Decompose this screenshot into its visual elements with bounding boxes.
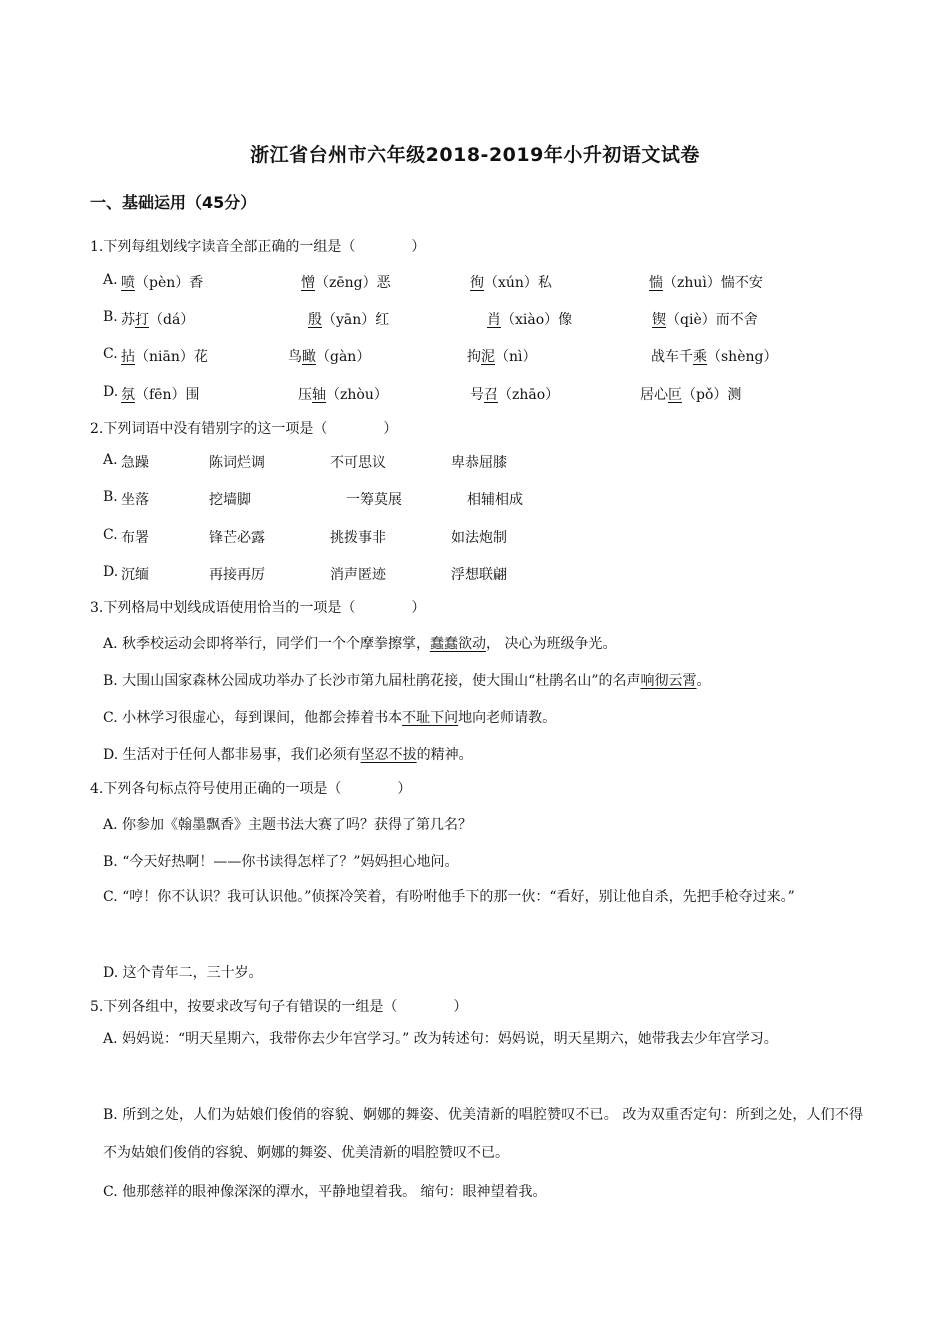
q3-option-b: B. 大围山国家森林公园成功举办了长沙市第九届杜鹃花接，使大围山“杜鹃名山”的名声响彻云霄。 bbox=[103, 673, 711, 689]
question-5-stem: 5.下列各组中，按要求改写句子有错误的一组是（ ） bbox=[90, 999, 468, 1015]
question-2-stem: 2.下列词语中没有错别字的这一项是（ ） bbox=[90, 421, 398, 437]
question-4-stem: 4.下列各句标点符号使用正确的一项是（ ） bbox=[90, 781, 412, 797]
q3-option-c: C. 小林学习很虚心，每到课间，他都会捧着书本不耻下问地向老师请教。 bbox=[103, 710, 557, 726]
q3-option-a: A. 秋季校运动会即将举行，同学们一个个摩拳擦掌，蠢蠢欲动， 决心为班级争光。 bbox=[103, 636, 617, 652]
question-1-stem: 1.下列每组划线字读音全部正确的一组是（ ） bbox=[90, 239, 426, 255]
section-heading: 一、基础运用（45分） bbox=[90, 193, 257, 212]
q4-option-d: D. 这个青年二，三十岁。 bbox=[103, 965, 263, 981]
q5-option-c: C. 他那慈祥的眼神像深深的潭水，平静地望着我。 缩句：眼神望着我。 bbox=[103, 1184, 547, 1200]
q4-option-a: A. 你参加《翰墨飘香》主题书法大赛了吗？获得了第几名？ bbox=[103, 817, 473, 833]
q5-option-b: B. 所到之处，人们为姑娘们俊俏的容貌、婀娜的舞姿、优美清新的唱腔赞叹不已。 改为双重否定句：所到之处，人们不得不为姑娘们俊俏的容貌、婀娜的舞姿、优美清新的唱腔赞叹不已。 bbox=[103, 1107, 863, 1161]
exam-page: 浙江省台州市六年级2018-2019年小升初语文试卷 一、基础运用（45分） 1.下列每组划线字读音全部正确的一组是（ ） A. 喷（pèn）香 憎（zēng）恶 徇（xún）私 惴（zhuì）惴不安 B. 苏打（dá） 殷（yān）红 肖（xiào）像 锲（qiè）而不舍 C. 拈（niān）花 鸟瞰（gàn） 拘泥（nì） 战车千乘（shèng） D. 氛（fēn）围 压轴（zhòu） 号召（zhāo） 居心叵（pǒ）测 2.下列词语中没有错别字的这一项是（ ） A. 急躁 陈词烂调 不可思议 卑恭屈膝 B. 坐落 挖墙脚 一筹莫展 相辅相成 C. 布署 锋芒必露 挑拨事非 如法炮制 D. 沉缅 再接再厉 消声匿迹 浮想联翩 3.下列格局中划线成语使用恰当的一项是（ ） A. 秋季校运动会即将举行，同学们一个个摩拳擦掌，蠢蠢欲动， 决心为班级争光。 B. 大围山国家森林公园成功举办了长沙市第九届杜鹃花接，使大围山“杜鹃名山”的名声响彻云霄。 C. 小林学习很虚心，每到课间，他都会捧着书本不耻下问地向老师请教。 D. 生活对于任何人都非易事，我们必须有坚忍不拔的精神。 4.下列各句标点符号使用正确的一项是（ ） A. 你参加《翰墨飘香》主题书法大赛了吗？获得了第几名？ B. “今天好热啊！——你书读得怎样了？”妈妈担心地问。 C. “哼！你不认识？我可认识他。”侦探冷笑着，有吩咐他手下的那一伙：“看好，别让他自杀，先把手枪夺过来。” D. 这个青年二，三十岁。 5.下列各组中，按要求改写句子有错误的一组是（ ） A. 妈妈说：“明天星期六，我带你去少年宫学习。” 改为转述句：妈妈说，明天星期六，她带我去少年宫学习。 B. 所到之处，人们为姑娘们俊俏的容貌、婀娜的舞姿、优美清新的唱腔赞叹不已。 改为双重否定句：所到之处，人们不得不为姑娘们俊俏的容貌、婀娜的舞姿、优美清新的唱腔赞叹不已。 C. 他那慈祥的眼神像深深的潭水，平静地望着我。 缩句：眼神望着我。 bbox=[0, 0, 950, 1344]
question-3-stem: 3.下列格局中划线成语使用恰当的一项是（ ） bbox=[90, 600, 426, 616]
q4-option-c: C. “哼！你不认识？我可认识他。”侦探冷笑着，有吩咐他手下的那一伙：“看好，别让他自杀，先把手枪夺过来。” bbox=[103, 889, 795, 905]
q3-option-d: D. 生活对于任何人都非易事，我们必须有坚忍不拔的精神。 bbox=[103, 747, 473, 763]
q4-option-b: B. “今天好热啊！——你书读得怎样了？”妈妈担心地问。 bbox=[103, 854, 459, 870]
page-title: 浙江省台州市六年级2018-2019年小升初语文试卷 bbox=[250, 144, 700, 166]
q5-option-a: A. 妈妈说：“明天星期六，我带你去少年宫学习。” 改为转述句：妈妈说，明天星期六，她带我去少年宫学习。 bbox=[103, 1031, 778, 1047]
